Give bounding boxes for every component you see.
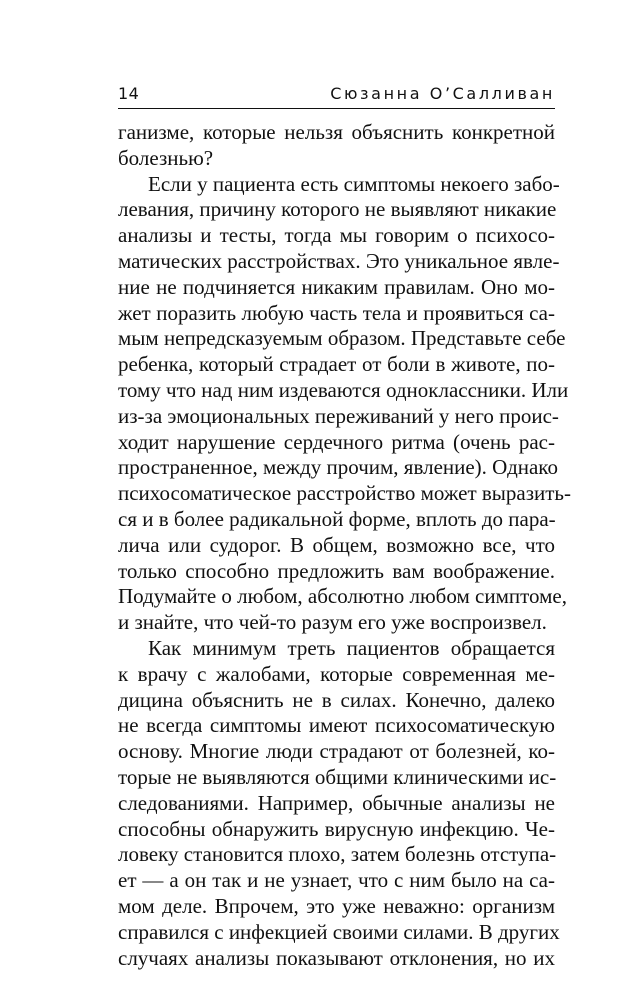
text-line: тому что над ним издеваются одноклассники. Или — [118, 377, 569, 402]
text-line: способны обнаружить вирусную инфекцию. Че- — [118, 816, 555, 841]
text-line: случаях анализы показывают отклонения, но их — [118, 945, 555, 970]
text-line: ходит нарушение сердечного ритма (очень рас- — [118, 429, 555, 454]
paragraph — [118, 171, 571, 636]
body-text — [118, 120, 571, 971]
text-line: пространенное, между прочим, явление). Однако — [118, 455, 558, 480]
running-head-author: Сюзанна О’Салливан — [330, 84, 555, 103]
text-line: не всегда симптомы имеют психосоматическую — [118, 713, 555, 738]
text-line: матических расстройствах. Это уникальное явле- — [118, 248, 560, 273]
page-number: 14 — [118, 84, 140, 103]
text-line: справился с инфекцией своими силами. В других — [118, 919, 560, 944]
text-line: лича или судорог. В общем, возможно все, что — [118, 532, 555, 557]
text-line: торые не выявляются общими клиническими ис- — [118, 764, 557, 789]
paragraph — [118, 635, 560, 971]
text-line: к врачу с жалобами, которые современная ме- — [118, 661, 555, 686]
text-line: болезнью? — [118, 145, 214, 170]
page-header — [118, 82, 555, 109]
text-line: из-за эмоциональных переживаний у него проис- — [118, 403, 559, 428]
text-line: жет поразить любую часть тела и проявиться са- — [118, 300, 555, 325]
text-line: ганизме, которые нельзя объяснить конкретной — [118, 120, 555, 144]
text-line: ребенка, который страдает от боли в животе, по- — [118, 352, 555, 377]
text-line: Если у пациента есть симптомы некоего забо- — [148, 171, 560, 196]
text-line: ет — а он так и не узнает, что с ним было на са- — [118, 868, 555, 893]
text-line: мым непредсказуемым образом. Представьте себе — [118, 326, 566, 351]
text-line: анализы и тесты, тогда мы говорим о психосо- — [118, 223, 555, 248]
text-line: мом деле. Впрочем, это уже неважно: организм — [118, 893, 555, 918]
paragraph — [118, 120, 555, 172]
text-line: ние не подчиняется никаким правилам. Оно мо- — [118, 274, 555, 299]
text-line: ловеку становится плохо, затем болезнь отступа- — [118, 842, 557, 867]
text-line: только способно предложить вам воображение. — [118, 558, 555, 583]
text-line: дицина объяснить не в силах. Конечно, далеко — [118, 687, 555, 712]
text-line: левания, причину которого не выявляют никакие — [118, 197, 557, 222]
text-line: Как минимум треть пациентов обращается — [148, 635, 555, 660]
text-line: основу. Многие люди страдают от болезней, ко- — [118, 739, 555, 764]
text-line: Подумайте о любом, абсолютно любом симптоме, — [118, 584, 567, 609]
text-line: и знайте, что чей-то разум его уже воспроизвел. — [118, 610, 547, 635]
text-line: ся и в более радикальной форме, вплоть до пара- — [118, 506, 556, 531]
text-line: следованиями. Например, обычные анализы не — [118, 790, 555, 815]
text-line: психосоматическое расстройство может выразить- — [118, 481, 571, 506]
